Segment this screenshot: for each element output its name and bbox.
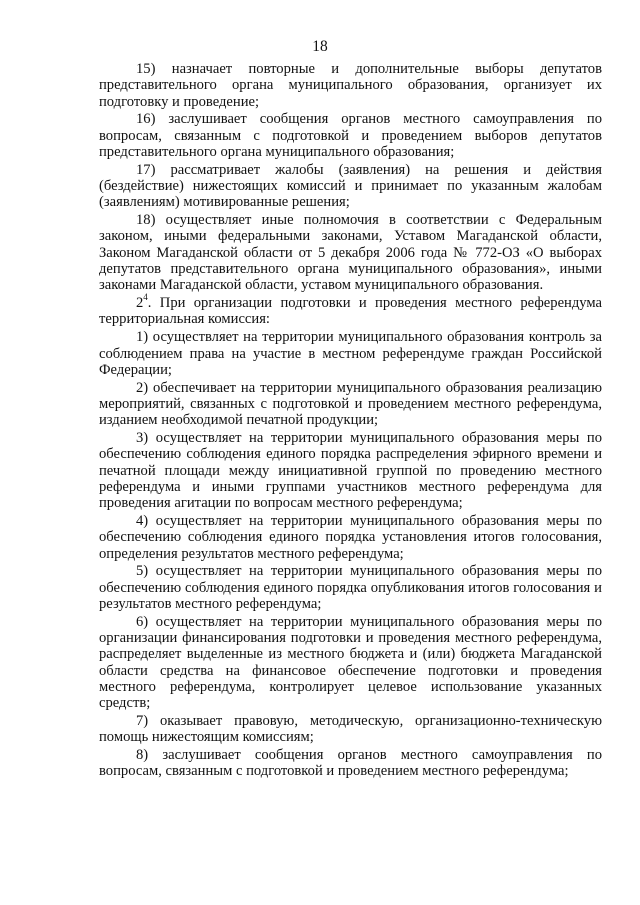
- list-item-7: 7) оказывает правовую, методическую, организационно-техническую помощь нижестоящим комиссиям;: [99, 713, 602, 746]
- section-number: 2: [136, 295, 144, 312]
- list-item-5: 5) осуществляет на территории муниципального образования меры по обеспечению соблюдения единого порядка опубликования итогов голосования и результатов местного референдума;: [99, 563, 602, 612]
- page-number: 18: [312, 38, 328, 55]
- list-item-8: 8) заслушивает сообщения органов местного самоуправления по вопросам, связанным с подготовкой и проведением местного референдума;: [99, 747, 602, 780]
- section-intro: . При организации подготовки и проведения местного референдума территориальная комиссия:: [99, 295, 602, 328]
- paragraph-16: 16) заслушивает сообщения органов местного самоуправления по вопросам, связанным с подготовкой и проведением выборов депутатов представительного органа муниципального образования;: [99, 111, 602, 160]
- list-item-1: 1) осуществляет на территории муниципального образования контроль за соблюдением права на участие в местном референдуме граждан Российской Федерации;: [99, 329, 602, 378]
- list-item-2: 2) обеспечивает на территории муниципального образования реализацию мероприятий, связанных с подготовкой и проведением местного референдума, изданием необходимой печатной продукции;: [99, 379, 602, 429]
- list-item-3: 3) осуществляет на территории муниципального образования меры по обеспечению соблюдения единого порядка распределения эфирного времени и печатной площади между инициативной группой по проведению местного референдума и иными группами участников местного референдума для проведения агитации по вопросам местного референдума;: [99, 430, 602, 512]
- section-superscript: 4: [143, 292, 148, 303]
- paragraph-17: 17) рассматривает жалобы (заявления) на решения и действия (бездействие) нижестоящих комиссий и принимает по указанным жалобам (заявлениям) мотивированные решения;: [99, 161, 602, 211]
- paragraph-18: 18) осуществляет иные полномочия в соответствии с Федеральным законом, иными федеральными законами, Уставом Магаданской области, Законом Магаданской области от 5 декабря 2006 года № 772-ОЗ «О выборах депутатов представительного органа муниципального образования», иными законами Магаданской области, уставом муниципального образования.: [99, 212, 602, 294]
- paragraph-15: 15) назначает повторные и дополнительные выборы депутатов представительного органа муниципального образования, организует их подготовку и проведение;: [99, 61, 602, 110]
- list-item-4: 4) осуществляет на территории муниципального образования меры по обеспечению соблюдения единого порядка установления итогов голосования, определения результатов местного референдума;: [99, 513, 602, 562]
- list-item-6: 6) осуществляет на территории муниципального образования меры по организации финансирования подготовки и проведения местного референдума, распределяет выделенные из местного бюджета и (или) бюджета Магаданской области средства на финансовое обеспечение подготовки и проведения местного референдума, контролирует целевое использование указанных средств;: [99, 613, 602, 712]
- document-body: [99, 61, 602, 781]
- section-heading: [99, 292, 602, 328]
